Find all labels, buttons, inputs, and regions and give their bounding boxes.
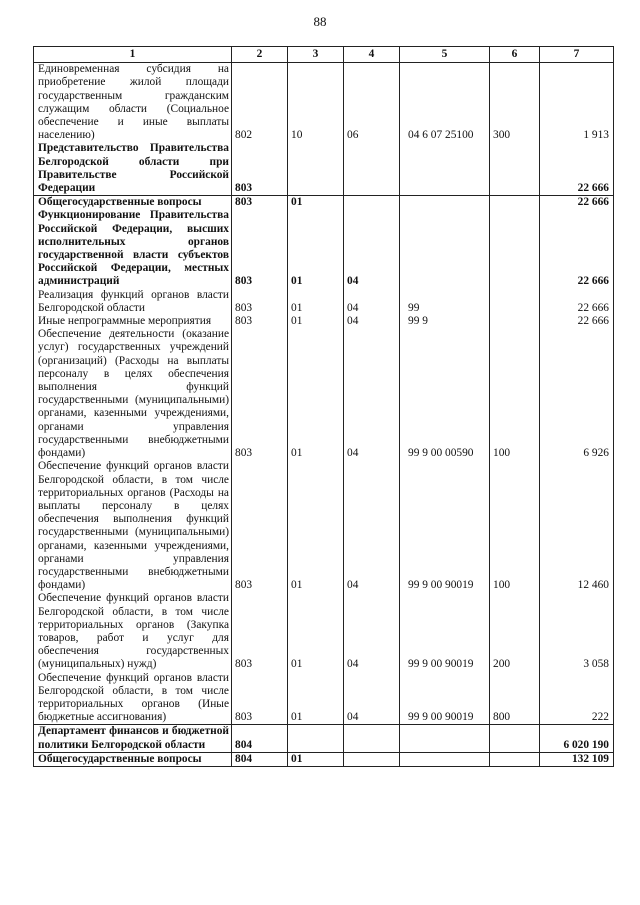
table-row (34, 196, 614, 210)
table-row (34, 725, 614, 752)
section-code-cell: 01 (288, 328, 344, 460)
table-row (34, 209, 614, 288)
department-code-cell: 803 (232, 209, 288, 288)
table-row (34, 142, 614, 195)
department-code-cell: 803 (232, 460, 288, 592)
column-header: 3 (288, 47, 344, 63)
department-code-cell: 803 (232, 672, 288, 725)
target-article-cell: 99 9 00 90019 (400, 460, 490, 592)
column-header: 7 (540, 47, 614, 63)
target-article-cell: 99 9 00 90019 (400, 672, 490, 725)
department-code-cell: 803 (232, 315, 288, 328)
expense-type-cell (490, 196, 540, 210)
department-code-cell: 803 (232, 592, 288, 671)
target-article-cell (400, 142, 490, 195)
row-name-cell: Обеспечение функций органов власти Белгородской области, в том числе территориальных органов (Закупка товаров, работ и услуг для обеспечения государственных (муниципальных) нужд) (34, 592, 232, 671)
subsection-code-cell: 04 (344, 460, 400, 592)
table-header-row (34, 47, 614, 63)
page-number: 88 (313, 14, 327, 29)
subsection-code-cell (344, 142, 400, 195)
table-row (34, 63, 614, 143)
amount-cell: 1 913 (540, 63, 614, 143)
expense-type-cell (490, 289, 540, 315)
row-name-cell: Представительство Правительства Белгородской области при Правительстве Российской Федерации (34, 142, 232, 195)
row-name-cell: Обеспечение деятельности (оказание услуг) государственных учреждений (организаций) (Расходы на выплаты персоналу в целях обеспечения выполнения функций государственными (муниципальными) органами, казенными учреждениями, органами управления государственными внебюджетными фондами) (34, 328, 232, 460)
row-name-cell: Обеспечение функций органов власти Белгородской области, в том числе территориальных органов (Расходы на выплаты персоналу в целях обеспечения выполнения функций государственными (муниципальными) органами, казенными учреждениями, органами управления государственными внебюджетными фондами) (34, 460, 232, 592)
expense-type-cell: 200 (490, 592, 540, 671)
target-article-cell: 99 (400, 289, 490, 315)
expense-type-cell: 300 (490, 63, 540, 143)
target-article-cell: 99 9 00 00590 (400, 328, 490, 460)
department-code-cell: 803 (232, 289, 288, 315)
subsection-code-cell: 04 (344, 328, 400, 460)
section-code-cell (288, 725, 344, 752)
amount-cell: 6 020 190 (540, 725, 614, 752)
subsection-code-cell: 04 (344, 289, 400, 315)
budget-table (33, 46, 614, 767)
table-row (34, 752, 614, 766)
row-name-cell: Общегосударственные вопросы (34, 752, 232, 766)
section-code-cell: 01 (288, 460, 344, 592)
column-header: 1 (34, 47, 232, 63)
column-header: 5 (400, 47, 490, 63)
section-code-cell: 01 (288, 196, 344, 210)
table-row (34, 315, 614, 328)
column-header: 6 (490, 47, 540, 63)
amount-cell: 22 666 (540, 289, 614, 315)
expense-type-cell (490, 725, 540, 752)
amount-cell: 222 (540, 672, 614, 725)
section-code-cell: 01 (288, 672, 344, 725)
amount-cell: 22 666 (540, 196, 614, 210)
subsection-code-cell (344, 752, 400, 766)
row-name-cell: Иные непрограммные мероприятия (34, 315, 232, 328)
section-code-cell: 01 (288, 209, 344, 288)
table-row (34, 328, 614, 460)
subsection-code-cell: 06 (344, 63, 400, 143)
column-header: 2 (232, 47, 288, 63)
expense-type-cell (490, 315, 540, 328)
expense-type-cell: 100 (490, 460, 540, 592)
department-code-cell: 804 (232, 752, 288, 766)
table-body (34, 63, 614, 767)
department-code-cell: 803 (232, 328, 288, 460)
subsection-code-cell: 04 (344, 315, 400, 328)
section-code-cell: 01 (288, 752, 344, 766)
amount-cell: 12 460 (540, 460, 614, 592)
department-code-cell: 803 (232, 196, 288, 210)
table-row (34, 672, 614, 725)
amount-cell: 132 109 (540, 752, 614, 766)
subsection-code-cell: 04 (344, 592, 400, 671)
subsection-code-cell (344, 196, 400, 210)
expense-type-cell: 100 (490, 328, 540, 460)
target-article-cell (400, 209, 490, 288)
target-article-cell (400, 752, 490, 766)
amount-cell: 22 666 (540, 315, 614, 328)
table-row (34, 289, 614, 315)
budget-table-container (33, 46, 613, 767)
expense-type-cell (490, 752, 540, 766)
expense-type-cell (490, 142, 540, 195)
target-article-cell (400, 196, 490, 210)
department-code-cell: 803 (232, 142, 288, 195)
department-code-cell: 802 (232, 63, 288, 143)
row-name-cell: Общегосударственные вопросы (34, 196, 232, 210)
section-code-cell: 01 (288, 315, 344, 328)
subsection-code-cell: 04 (344, 672, 400, 725)
amount-cell: 6 926 (540, 328, 614, 460)
row-name-cell: Функционирование Правительства Российской Федерации, высших исполнительных органов государственной власти субъектов Российской Федерации, местных администраций (34, 209, 232, 288)
target-article-cell: 04 6 07 25100 (400, 63, 490, 143)
section-code-cell: 01 (288, 592, 344, 671)
section-code-cell: 10 (288, 63, 344, 143)
row-name-cell: Департамент финансов и бюджетной политики Белгородской области (34, 725, 232, 752)
table-row (34, 592, 614, 671)
expense-type-cell (490, 209, 540, 288)
target-article-cell: 99 9 (400, 315, 490, 328)
department-code-cell: 804 (232, 725, 288, 752)
expense-type-cell: 800 (490, 672, 540, 725)
subsection-code-cell (344, 725, 400, 752)
target-article-cell: 99 9 00 90019 (400, 592, 490, 671)
amount-cell: 3 058 (540, 592, 614, 671)
subsection-code-cell: 04 (344, 209, 400, 288)
section-code-cell: 01 (288, 289, 344, 315)
row-name-cell: Обеспечение функций органов власти Белгородской области, в том числе территориальных органов (Иные бюджетные ассигнования) (34, 672, 232, 725)
amount-cell: 22 666 (540, 209, 614, 288)
row-name-cell: Реализация функций органов власти Белгородской области (34, 289, 232, 315)
table-row (34, 460, 614, 592)
target-article-cell (400, 725, 490, 752)
amount-cell: 22 666 (540, 142, 614, 195)
row-name-cell: Единовременная субсидия на приобретение жилой площади государственным гражданским служащим области (Социальное обеспечение и иные выплаты населению) (34, 63, 232, 143)
column-header: 4 (344, 47, 400, 63)
section-code-cell (288, 142, 344, 195)
